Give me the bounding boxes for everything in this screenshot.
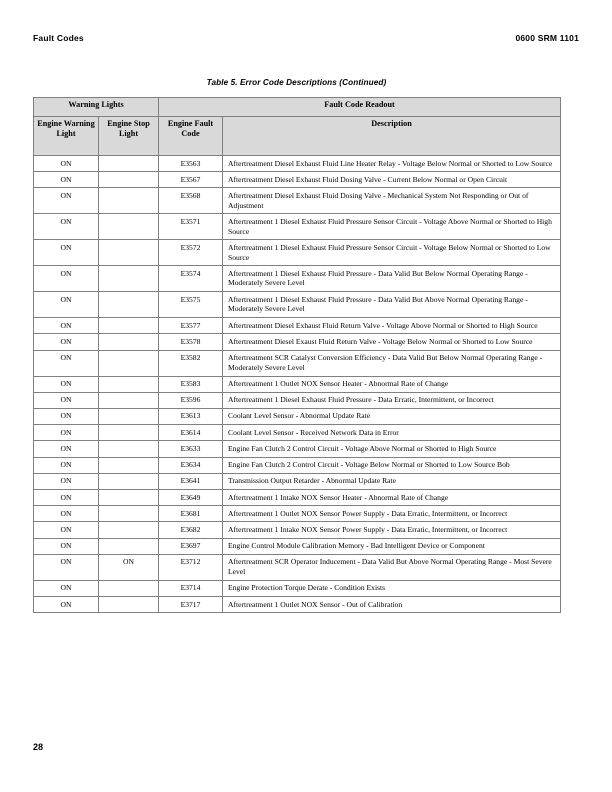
table-row bbox=[34, 292, 561, 318]
cell-engine-warning-light: ON bbox=[34, 392, 99, 408]
cell-engine-fault-code: E3712 bbox=[159, 554, 223, 580]
table-row bbox=[34, 580, 561, 596]
table-row bbox=[34, 506, 561, 522]
cell-description: Aftertreatment Diesel Exhaust Fluid Dosing Valve - Mechanical System Not Responding or Out of Adjustment bbox=[223, 188, 561, 214]
cell-description: Engine Fan Clutch 2 Control Circuit - Voltage Below Normal or Shorted to Low Source Bob bbox=[223, 457, 561, 473]
table-row bbox=[34, 240, 561, 266]
cell-engine-fault-code: E3582 bbox=[159, 350, 223, 376]
cell-engine-fault-code: E3641 bbox=[159, 473, 223, 489]
cell-description: Aftertreatment Diesel Exhaust Fluid Line Heater Relay - Voltage Below Normal or Shorted to Low Source bbox=[223, 156, 561, 172]
table-row bbox=[34, 408, 561, 424]
cell-engine-warning-light: ON bbox=[34, 506, 99, 522]
cell-engine-fault-code: E3575 bbox=[159, 292, 223, 318]
table-column-header-row bbox=[34, 117, 561, 156]
table-body bbox=[34, 156, 561, 613]
group-header-fault-code-readout: Fault Code Readout bbox=[159, 98, 561, 117]
page-number: 28 bbox=[33, 742, 44, 752]
cell-engine-stop-light bbox=[99, 334, 159, 350]
cell-description: Aftertreatment 1 Outlet NOX Sensor - Out of Calibration bbox=[223, 597, 561, 613]
cell-engine-stop-light bbox=[99, 214, 159, 240]
cell-engine-stop-light bbox=[99, 376, 159, 392]
running-head bbox=[33, 33, 579, 47]
table-row bbox=[34, 425, 561, 441]
column-header-description: Description bbox=[223, 117, 561, 156]
cell-engine-warning-light: ON bbox=[34, 522, 99, 538]
table-row bbox=[34, 214, 561, 240]
column-header-engine-stop-light: Engine Stop Light bbox=[99, 117, 159, 156]
cell-engine-stop-light bbox=[99, 188, 159, 214]
table-row bbox=[34, 266, 561, 292]
cell-engine-fault-code: E3717 bbox=[159, 597, 223, 613]
cell-engine-stop-light bbox=[99, 318, 159, 334]
running-head-left: Fault Codes bbox=[33, 33, 84, 43]
table-row bbox=[34, 350, 561, 376]
cell-engine-stop-light bbox=[99, 425, 159, 441]
cell-engine-fault-code: E3574 bbox=[159, 266, 223, 292]
cell-engine-stop-light bbox=[99, 522, 159, 538]
cell-description: Aftertreatment 1 Intake NOX Sensor Power Supply - Data Erratic, Intermittent, or Incorrect bbox=[223, 522, 561, 538]
cell-engine-warning-light: ON bbox=[34, 292, 99, 318]
table-row bbox=[34, 490, 561, 506]
cell-engine-stop-light bbox=[99, 490, 159, 506]
cell-description: Aftertreatment 1 Diesel Exhaust Fluid Pressure Sensor Circuit - Voltage Below Normal or Shorted to Low Source bbox=[223, 240, 561, 266]
cell-description: Aftertreatment 1 Outlet NOX Sensor Heater - Abnormal Rate of Change bbox=[223, 376, 561, 392]
cell-description: Aftertreatment Diesel Exhaust Fluid Return Valve - Voltage Above Normal or Shorted to High Source bbox=[223, 318, 561, 334]
cell-engine-stop-light bbox=[99, 156, 159, 172]
table-row bbox=[34, 522, 561, 538]
table-row bbox=[34, 156, 561, 172]
cell-engine-stop-light bbox=[99, 350, 159, 376]
cell-engine-warning-light: ON bbox=[34, 318, 99, 334]
table-row bbox=[34, 441, 561, 457]
cell-engine-fault-code: E3571 bbox=[159, 214, 223, 240]
cell-engine-stop-light bbox=[99, 240, 159, 266]
cell-engine-stop-light bbox=[99, 597, 159, 613]
cell-description: Transmission Output Retarder - Abnormal Update Rate bbox=[223, 473, 561, 489]
column-header-engine-warning-light: Engine Warning Light bbox=[34, 117, 99, 156]
cell-engine-warning-light: ON bbox=[34, 441, 99, 457]
cell-description: Aftertreatment SCR Operator Inducement - Data Valid But Above Normal Operating Range - Most Severe Level bbox=[223, 554, 561, 580]
cell-engine-warning-light: ON bbox=[34, 580, 99, 596]
cell-engine-stop-light bbox=[99, 292, 159, 318]
cell-engine-stop-light bbox=[99, 538, 159, 554]
cell-engine-stop-light bbox=[99, 266, 159, 292]
cell-description: Aftertreatment 1 Intake NOX Sensor Heater - Abnormal Rate of Change bbox=[223, 490, 561, 506]
cell-description: Aftertreatment 1 Diesel Exhaust Fluid Pressure - Data Erratic, Intermittent, or Incorrect bbox=[223, 392, 561, 408]
cell-description: Engine Protection Torque Derate - Condition Exists bbox=[223, 580, 561, 596]
cell-description: Engine Control Module Calibration Memory - Bad Intelligent Device or Component bbox=[223, 538, 561, 554]
cell-description: Aftertreatment Diesel Exhaust Fluid Dosing Valve - Current Below Normal or Open Circuit bbox=[223, 172, 561, 188]
cell-engine-warning-light: ON bbox=[34, 350, 99, 376]
cell-engine-warning-light: ON bbox=[34, 156, 99, 172]
cell-description: Aftertreatment 1 Outlet NOX Sensor Power Supply - Data Erratic, Intermittent, or Incorrect bbox=[223, 506, 561, 522]
cell-engine-fault-code: E3633 bbox=[159, 441, 223, 457]
table-row bbox=[34, 318, 561, 334]
table-row bbox=[34, 172, 561, 188]
cell-engine-warning-light: ON bbox=[34, 538, 99, 554]
cell-engine-fault-code: E3563 bbox=[159, 156, 223, 172]
cell-engine-warning-light: ON bbox=[34, 376, 99, 392]
cell-engine-stop-light bbox=[99, 441, 159, 457]
table-row bbox=[34, 334, 561, 350]
cell-description: Aftertreatment SCR Catalyst Conversion Efficiency - Data Valid But Below Normal Operating Range - Moderately Severe Level bbox=[223, 350, 561, 376]
cell-engine-warning-light: ON bbox=[34, 334, 99, 350]
cell-description: Aftertreatment 1 Diesel Exhaust Fluid Pressure Sensor Circuit - Voltage Above Normal or Shorted to High Source bbox=[223, 214, 561, 240]
cell-engine-fault-code: E3682 bbox=[159, 522, 223, 538]
table-row bbox=[34, 597, 561, 613]
cell-engine-fault-code: E3614 bbox=[159, 425, 223, 441]
cell-engine-stop-light bbox=[99, 473, 159, 489]
cell-engine-warning-light: ON bbox=[34, 188, 99, 214]
table-row bbox=[34, 376, 561, 392]
cell-description: Engine Fan Clutch 2 Control Circuit - Voltage Above Normal or Shorted to High Source bbox=[223, 441, 561, 457]
cell-engine-fault-code: E3697 bbox=[159, 538, 223, 554]
cell-engine-fault-code: E3596 bbox=[159, 392, 223, 408]
cell-engine-warning-light: ON bbox=[34, 597, 99, 613]
cell-engine-fault-code: E3577 bbox=[159, 318, 223, 334]
cell-engine-fault-code: E3567 bbox=[159, 172, 223, 188]
table-caption: Table 5. Error Code Descriptions (Continued) bbox=[206, 78, 387, 87]
cell-engine-warning-light: ON bbox=[34, 214, 99, 240]
cell-engine-warning-light: ON bbox=[34, 240, 99, 266]
table-row bbox=[34, 188, 561, 214]
cell-engine-stop-light bbox=[99, 580, 159, 596]
cell-engine-warning-light: ON bbox=[34, 457, 99, 473]
cell-engine-stop-light bbox=[99, 172, 159, 188]
cell-engine-stop-light: ON bbox=[99, 554, 159, 580]
running-head-right: 0600 SRM 1101 bbox=[515, 33, 579, 43]
table-row bbox=[34, 473, 561, 489]
cell-engine-fault-code: E3714 bbox=[159, 580, 223, 596]
cell-description: Coolant Level Sensor - Received Network Data in Error bbox=[223, 425, 561, 441]
cell-engine-fault-code: E3681 bbox=[159, 506, 223, 522]
cell-engine-fault-code: E3572 bbox=[159, 240, 223, 266]
cell-engine-fault-code: E3634 bbox=[159, 457, 223, 473]
cell-engine-stop-light bbox=[99, 506, 159, 522]
cell-engine-warning-light: ON bbox=[34, 554, 99, 580]
cell-engine-warning-light: ON bbox=[34, 172, 99, 188]
cell-engine-warning-light: ON bbox=[34, 490, 99, 506]
cell-description: Coolant Level Sensor - Abnormal Update Rate bbox=[223, 408, 561, 424]
cell-engine-fault-code: E3568 bbox=[159, 188, 223, 214]
cell-engine-fault-code: E3578 bbox=[159, 334, 223, 350]
table-row bbox=[34, 392, 561, 408]
column-header-engine-fault-code: Engine Fault Code bbox=[159, 117, 223, 156]
cell-description: Aftertreatment Diesel Exaust Fluid Return Valve - Voltage Below Normal or Shorted to Low Source bbox=[223, 334, 561, 350]
table-row bbox=[34, 554, 561, 580]
cell-engine-warning-light: ON bbox=[34, 266, 99, 292]
cell-engine-fault-code: E3613 bbox=[159, 408, 223, 424]
group-header-warning-lights: Warning Lights bbox=[34, 98, 159, 117]
cell-engine-warning-light: ON bbox=[34, 425, 99, 441]
cell-engine-warning-light: ON bbox=[34, 473, 99, 489]
table-head bbox=[34, 98, 561, 156]
cell-engine-stop-light bbox=[99, 392, 159, 408]
cell-engine-stop-light bbox=[99, 457, 159, 473]
cell-description: Aftertreatment 1 Diesel Exhaust Fluid Pressure - Data Valid But Above Normal Operating Range - Moderately Severe Level bbox=[223, 292, 561, 318]
table-group-header-row bbox=[34, 98, 561, 117]
cell-engine-warning-light: ON bbox=[34, 408, 99, 424]
cell-engine-stop-light bbox=[99, 408, 159, 424]
table-row bbox=[34, 457, 561, 473]
table-row bbox=[34, 538, 561, 554]
cell-engine-fault-code: E3649 bbox=[159, 490, 223, 506]
cell-engine-fault-code: E3583 bbox=[159, 376, 223, 392]
cell-description: Aftertreatment 1 Diesel Exhaust Fluid Pressure - Data Valid But Below Normal Operating Range - Moderately Severe Level bbox=[223, 266, 561, 292]
error-code-descriptions-table bbox=[33, 97, 561, 613]
